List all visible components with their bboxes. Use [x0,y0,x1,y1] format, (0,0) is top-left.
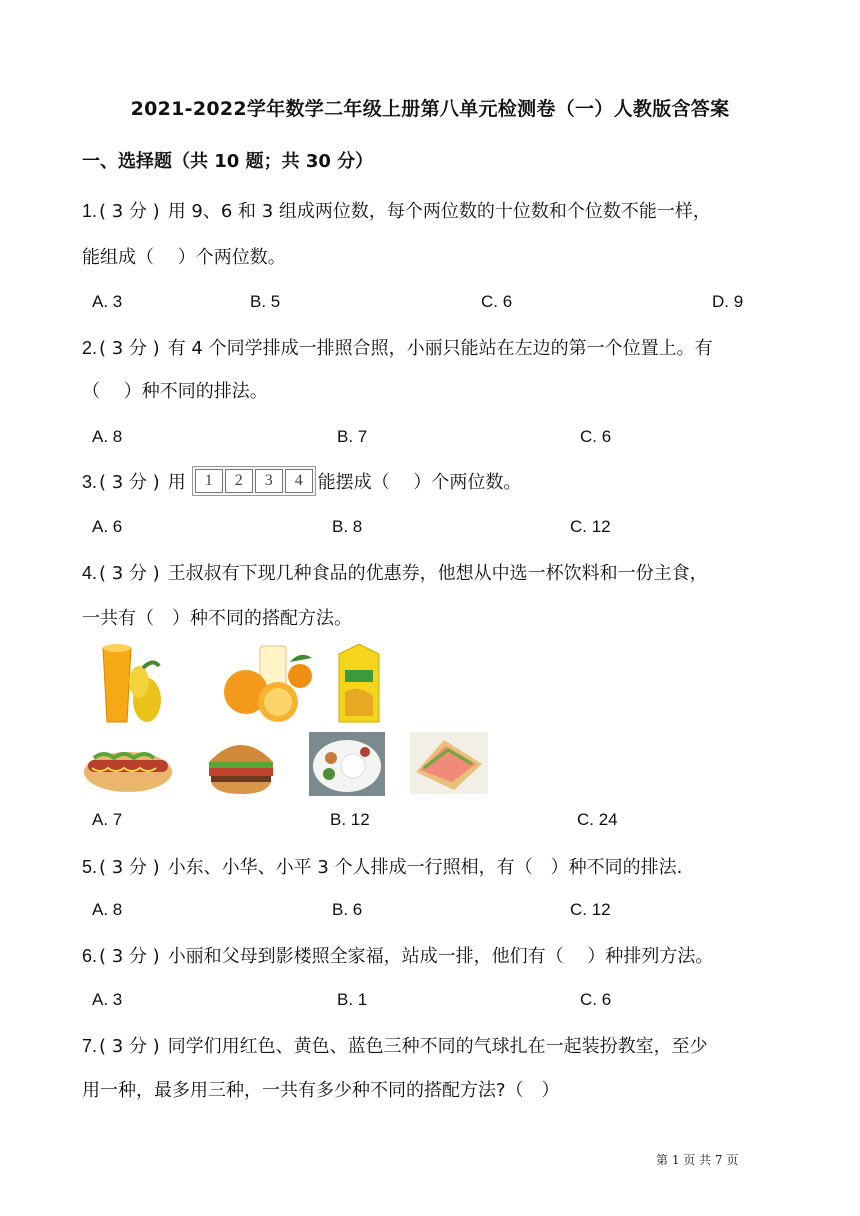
question-5-options [92,900,792,924]
question-5-line-1 [82,845,682,890]
question-text: 同学们用红色、黄色、蓝色三种不同的气球扎在一起装扮教室，至少 [167,1036,708,1057]
juice-box-image [333,642,385,726]
question-text: 小丽和父母到影楼照全家福，站成一排，他们有（ ）种排列方法。 [167,946,714,967]
number-cards-image [192,466,316,496]
option-a[interactable]: A. 6 [92,517,123,536]
option-a[interactable]: A. 3 [92,292,123,311]
option-b[interactable]: B. 6 [332,900,363,919]
question-2-line-2: （ ）种不同的排法。 [82,381,268,402]
question-number: 4. [82,563,98,583]
question-text: 王叔叔有下现几种食品的优惠券，他想从中选一杯饮料和一份主食， [167,563,708,584]
number-card: 3 [255,469,283,493]
question-number: 2. [82,338,98,358]
question-text-pre: 用 [167,472,186,493]
number-card: 4 [285,469,313,493]
orange-juice-image [95,642,165,728]
question-4-line-2: 一共有（ ）种不同的搭配方法。 [82,608,352,629]
question-number: 3. [82,472,98,492]
question-4-options [92,810,792,834]
question-7-line-1 [82,1024,708,1069]
option-b[interactable]: B. 5 [250,292,281,311]
option-c[interactable]: C. 12 [570,517,611,536]
option-b[interactable]: B. 7 [337,427,368,446]
option-c[interactable]: C. 6 [580,427,612,446]
option-c[interactable]: C. 12 [570,900,611,919]
question-2-options [92,427,792,451]
burger-image [203,732,279,796]
option-a[interactable]: A. 8 [92,427,123,446]
option-a[interactable]: A. 3 [92,990,123,1009]
question-score: ( 3 分 ) [99,857,160,878]
question-score: ( 3 分 ) [99,338,160,359]
number-card: 2 [225,469,253,493]
question-1-line-1 [82,189,711,234]
question-text: 小东、小华、小平 3 个人排成一行照相，有（ ）种不同的排法. [167,857,683,878]
option-b[interactable]: B. 12 [330,810,370,829]
question-number: 5. [82,857,98,877]
option-a[interactable]: A. 7 [92,810,123,829]
oranges-and-juice-image [220,642,315,726]
question-4-line-1 [82,551,708,596]
option-c[interactable]: C. 24 [577,810,618,829]
question-7-line-2: 用一种，最多用三种，一共有多少种不同的搭配方法?（ ） [82,1080,560,1101]
question-score: ( 3 分 ) [99,201,160,222]
question-number: 6. [82,946,98,966]
question-score: ( 3 分 ) [99,472,160,493]
option-c[interactable]: C. 6 [481,292,513,311]
option-b[interactable]: B. 1 [337,990,368,1009]
plate-meal-image [309,732,385,796]
question-2-line-1 [82,326,713,371]
hot-dog-image [82,738,174,796]
section-heading: 一、选择题（共 10 题；共 30 分） [82,151,374,172]
page-footer: 第 1 页 共 7 页 [656,1153,739,1167]
question-3-line-1 [82,460,521,505]
page-title: 2021-2022学年数学二年级上册第八单元检测卷（一）人教版含答案 [130,98,730,120]
question-6-options [92,990,792,1014]
question-1-line-2: 能组成（ ）个两位数。 [82,247,286,268]
question-score: ( 3 分 ) [99,946,160,967]
question-number: 7. [82,1036,98,1056]
question-text-post: 能摆成（ ）个两位数。 [317,472,522,493]
sandwich-image [410,732,488,794]
option-c[interactable]: C. 6 [580,990,612,1009]
question-score: ( 3 分 ) [99,1036,160,1057]
option-b[interactable]: B. 8 [332,517,363,536]
question-3-options [92,517,792,541]
option-d[interactable]: D. 9 [712,292,744,311]
question-score: ( 3 分 ) [99,563,160,584]
question-1-options [92,292,792,316]
question-number: 1. [82,201,98,221]
question-6-line-1 [82,934,713,979]
option-a[interactable]: A. 8 [92,900,123,919]
question-text: 有 4 个同学排成一排照合照，小丽只能站在左边的第一个位置上。有 [167,338,713,359]
number-card: 1 [195,469,223,493]
question-text: 用 9、6 和 3 组成两位数，每个两位数的十位数和个位数不能一样， [167,201,711,222]
